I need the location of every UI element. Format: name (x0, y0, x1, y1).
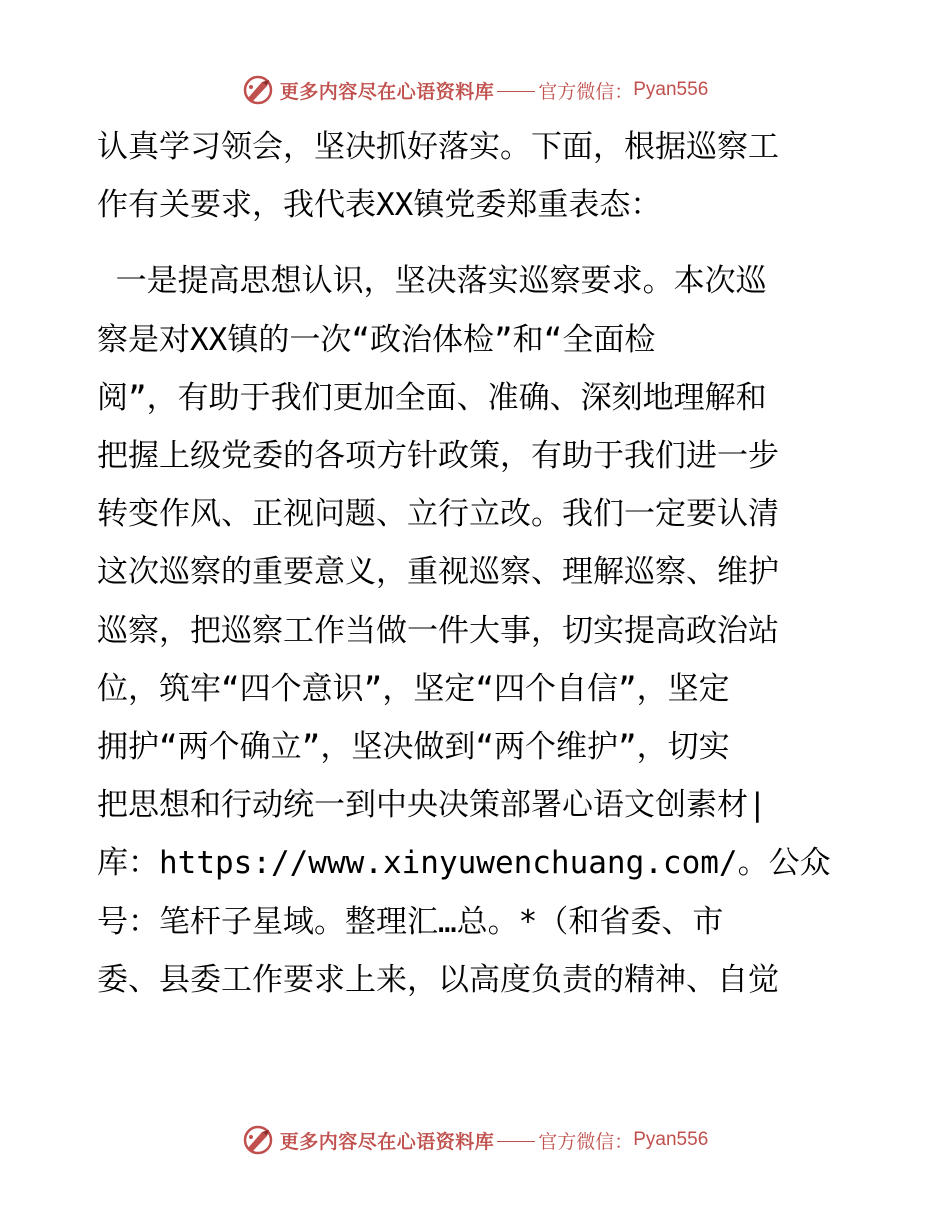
brand-logo-icon (242, 1124, 274, 1156)
text-line: 把握上级党委的各项方针政策，有助于我们进一步 (97, 438, 779, 475)
text-line: 察是对XX镇的一次“政治体检”和“全面检 (97, 321, 656, 358)
banner-wechat-handle: Pyan556 (633, 1129, 709, 1150)
footer-banner (0, 1120, 950, 1160)
banner-wechat-label: 官方微信： (538, 80, 634, 103)
paragraph-gap (97, 234, 857, 252)
banner-brand-text: 更多内容尽在心语资料库 (279, 1130, 495, 1153)
brand-logo-icon (242, 74, 274, 106)
text-line: 认真学习领会，坚决抓好落实。下面，根据巡察工 (97, 129, 779, 165)
text-line: 转变作风、正视问题、立行立改。我们一定要认清 (97, 496, 779, 533)
banner-wechat-label: 官方微信： (538, 1130, 634, 1153)
paragraph-1 (97, 118, 857, 234)
banner-wechat-handle: Pyan556 (633, 79, 709, 100)
text-line: 号：笔杆子星域。整理汇…总。*（和省委、市 (97, 903, 724, 940)
text-line: 这次巡察的重要意义，重视巡察、理解巡察、维护 (97, 554, 779, 591)
header-banner (0, 70, 950, 110)
text-line: 拥护“两个确立”，坚决做到“两个维护”，切实 (97, 729, 730, 766)
text-line: 委、县委工作要求上来，以高度负责的精神、自觉 (97, 961, 779, 998)
text-line: 把思想和行动统一到中央决策部署心语文创素材| (97, 787, 767, 824)
text-line: 阅”，有助于我们更加全面、准确、深刻地理解和 (97, 379, 767, 416)
paragraph-2 (97, 252, 857, 1009)
text-line: 一是提高思想认识，坚决落实巡察要求。本次巡 (97, 263, 767, 300)
banner-dash (497, 91, 535, 92)
banner-brand-text: 更多内容尽在心语资料库 (279, 80, 495, 103)
text-line: 作有关要求，我代表XX镇党委郑重表态： (97, 187, 662, 224)
banner-dash (497, 1141, 535, 1142)
text-line: 位，筑牢“四个意识”，坚定“四个自信”，坚定 (97, 670, 730, 707)
text-line: 巡察，把巡察工作当做一件大事，切实提高政治站 (97, 612, 779, 649)
text-line: 库：https://www.xinyuwenchuang.com/。公众 (97, 845, 831, 882)
document-body (97, 118, 857, 1009)
